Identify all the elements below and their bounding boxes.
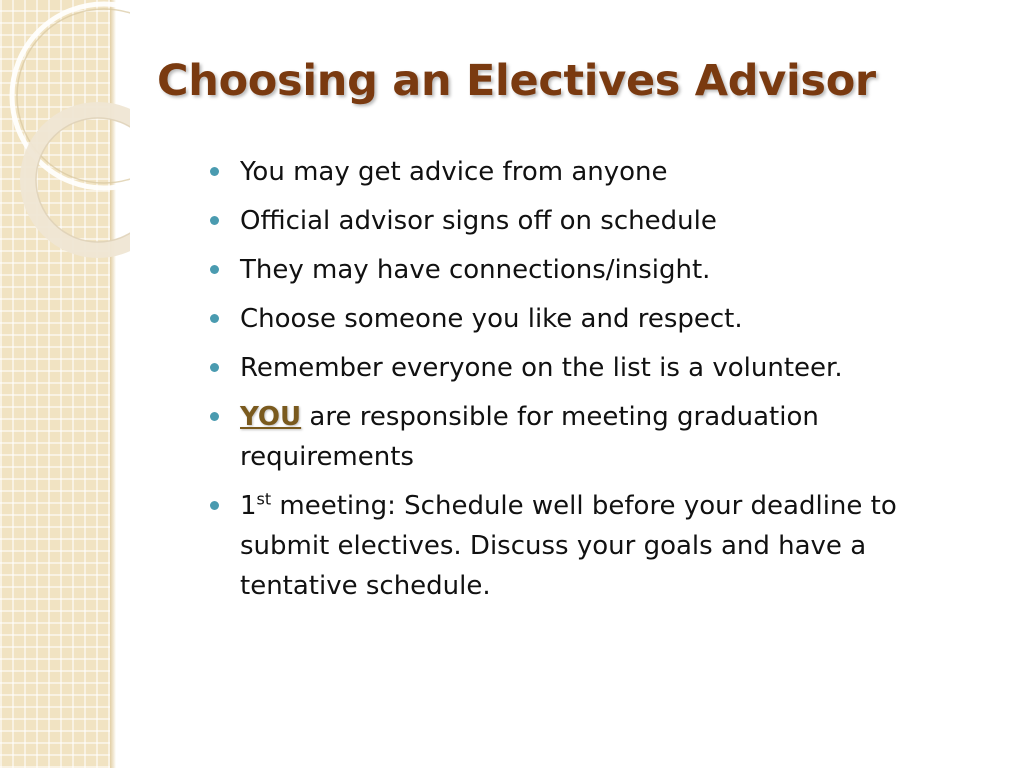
list-item — [210, 348, 970, 388]
slide-title: Choosing an Electives Advisor — [157, 56, 876, 106]
bullet-text: They may have connections/insight. — [240, 255, 711, 285]
bullet-list — [210, 152, 970, 615]
list-item — [210, 152, 970, 192]
bullet-text: Official advisor signs off on schedule — [240, 206, 717, 236]
decorative-circles — [0, 0, 130, 260]
list-item — [210, 486, 970, 606]
list-item — [210, 201, 970, 241]
list-item — [210, 250, 970, 290]
bullet-dot-icon — [210, 216, 219, 225]
ordinal-number: 1 — [240, 491, 257, 521]
bullet-dot-icon — [210, 412, 219, 421]
bullet-dot-icon — [210, 167, 219, 176]
bullet-dot-icon — [210, 314, 219, 323]
list-item — [210, 397, 970, 477]
bullet-text: meeting: Schedule well before your deadline to submit electives. Discuss your goals and have a tentative schedule. — [240, 491, 897, 601]
bullet-dot-icon — [210, 501, 219, 510]
bullet-dot-icon — [210, 363, 219, 372]
bullet-text: Choose someone you like and respect. — [240, 304, 743, 334]
bullet-text: are responsible for meeting graduation requirements — [240, 402, 819, 472]
emphasis-you: YOU — [240, 402, 302, 432]
bullet-text: Remember everyone on the list is a volunteer. — [240, 353, 843, 383]
ordinal-suffix: st — [256, 489, 272, 509]
list-item — [210, 299, 970, 339]
bullet-dot-icon — [210, 265, 219, 274]
bullet-text: You may get advice from anyone — [240, 157, 668, 187]
